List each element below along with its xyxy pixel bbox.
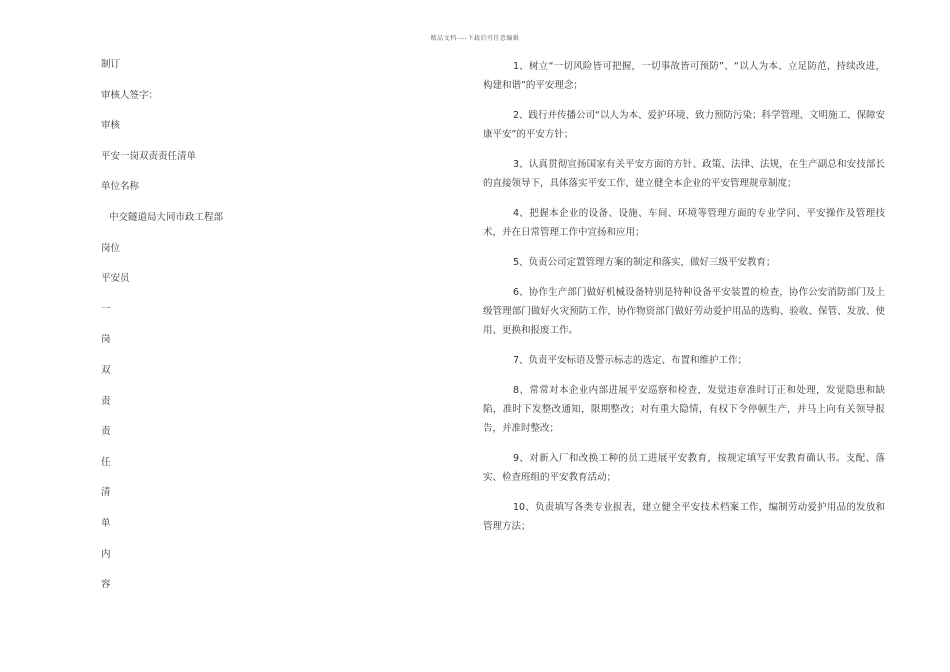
- duty-paragraph-6: 6、协作生产部门做好机械设备特别是特种设备平安装置的检查，协作公安消防部门及上级管理部门做好火灾预防工作，协作物资部门做好劳动爱护用品的选购、验收、保管、发放、使用、更换和报废工作。: [483, 287, 885, 336]
- label-checklist-title: 平安一岗双责责任清单: [101, 150, 197, 162]
- vertical-char: 岗: [101, 334, 111, 346]
- duty-paragraph-7: 7、负责平安标语及警示标志的选定、布置和维护工作；: [513, 355, 748, 366]
- vertical-char: 单: [101, 517, 111, 529]
- label-reviewer-signature: 审核人签字：: [101, 89, 159, 101]
- left-column: [101, 55, 351, 606]
- label-unit-name: 单位名称: [101, 181, 140, 193]
- vertical-char: 一: [101, 303, 111, 315]
- duty-paragraph-5: 5、负责公司定置管理方案的制定和落实，做好三级平安教育；: [513, 257, 776, 268]
- vertical-char: 责: [101, 426, 111, 438]
- label-position: 岗位: [101, 242, 121, 254]
- header-watermark: 精品文档----下载后可任意编辑: [430, 35, 520, 42]
- vertical-char: 双: [101, 364, 111, 376]
- vertical-char: 责: [101, 395, 111, 407]
- label-zhiding: 制订: [101, 59, 121, 70]
- duty-paragraph-2: 2、践行并传播公司“以人为本、爱护环境、致力预防污染；科学管理、文明施工、保障安康平安”的平安方针；: [483, 110, 885, 140]
- value-position: 平安员: [101, 273, 130, 285]
- vertical-char: 容: [101, 579, 111, 591]
- vertical-char: 任: [101, 456, 111, 468]
- label-review: 审核: [101, 120, 121, 132]
- duty-paragraph-8: 8、常常对本企业内部进展平安巡察和检查，发觉违章准时订正和处理，发觉隐患和缺陷，准时下发整改通知，限期整改；对有重大隐情，有权下令停顿生产，并马上向有关领导报告，并准时整改；: [483, 385, 885, 434]
- duty-paragraph-4: 4、把握本企业的设备、设施、车间、环境等管理方面的专业学问、平安操作及管理技术，并在日常管理工作中宣扬和应用；: [483, 208, 885, 238]
- right-column: [483, 57, 885, 547]
- duty-paragraph-10: 10、负责填写各类专业报表，建立健全平安技术档案工作，编制劳动爱护用品的发放和管理方法；: [483, 502, 885, 532]
- duty-paragraph-1: 1、树立“一切风险皆可把握，一切事故皆可预防”、“以人为本、立足防范，持续改进，构建和谐”的平安理念；: [483, 61, 885, 91]
- vertical-char: 内: [101, 548, 111, 560]
- duty-paragraph-9: 9、对新入厂和改换工种的员工进展平安教育，按规定填写平安教育确认书。支配、落实、检查班组的平安教育活动；: [483, 453, 885, 483]
- vertical-char: 清: [101, 487, 111, 499]
- duty-paragraph-3: 3、认真贯彻宣扬国家有关平安方面的方针、政策、法律、法规，在生产副总和安技部长的直接领导下，具体落实平安工作，建立健全本企业的平安管理规章制度；: [483, 159, 885, 189]
- value-unit-name: 中交隧道局大同市政工程部: [109, 211, 224, 223]
